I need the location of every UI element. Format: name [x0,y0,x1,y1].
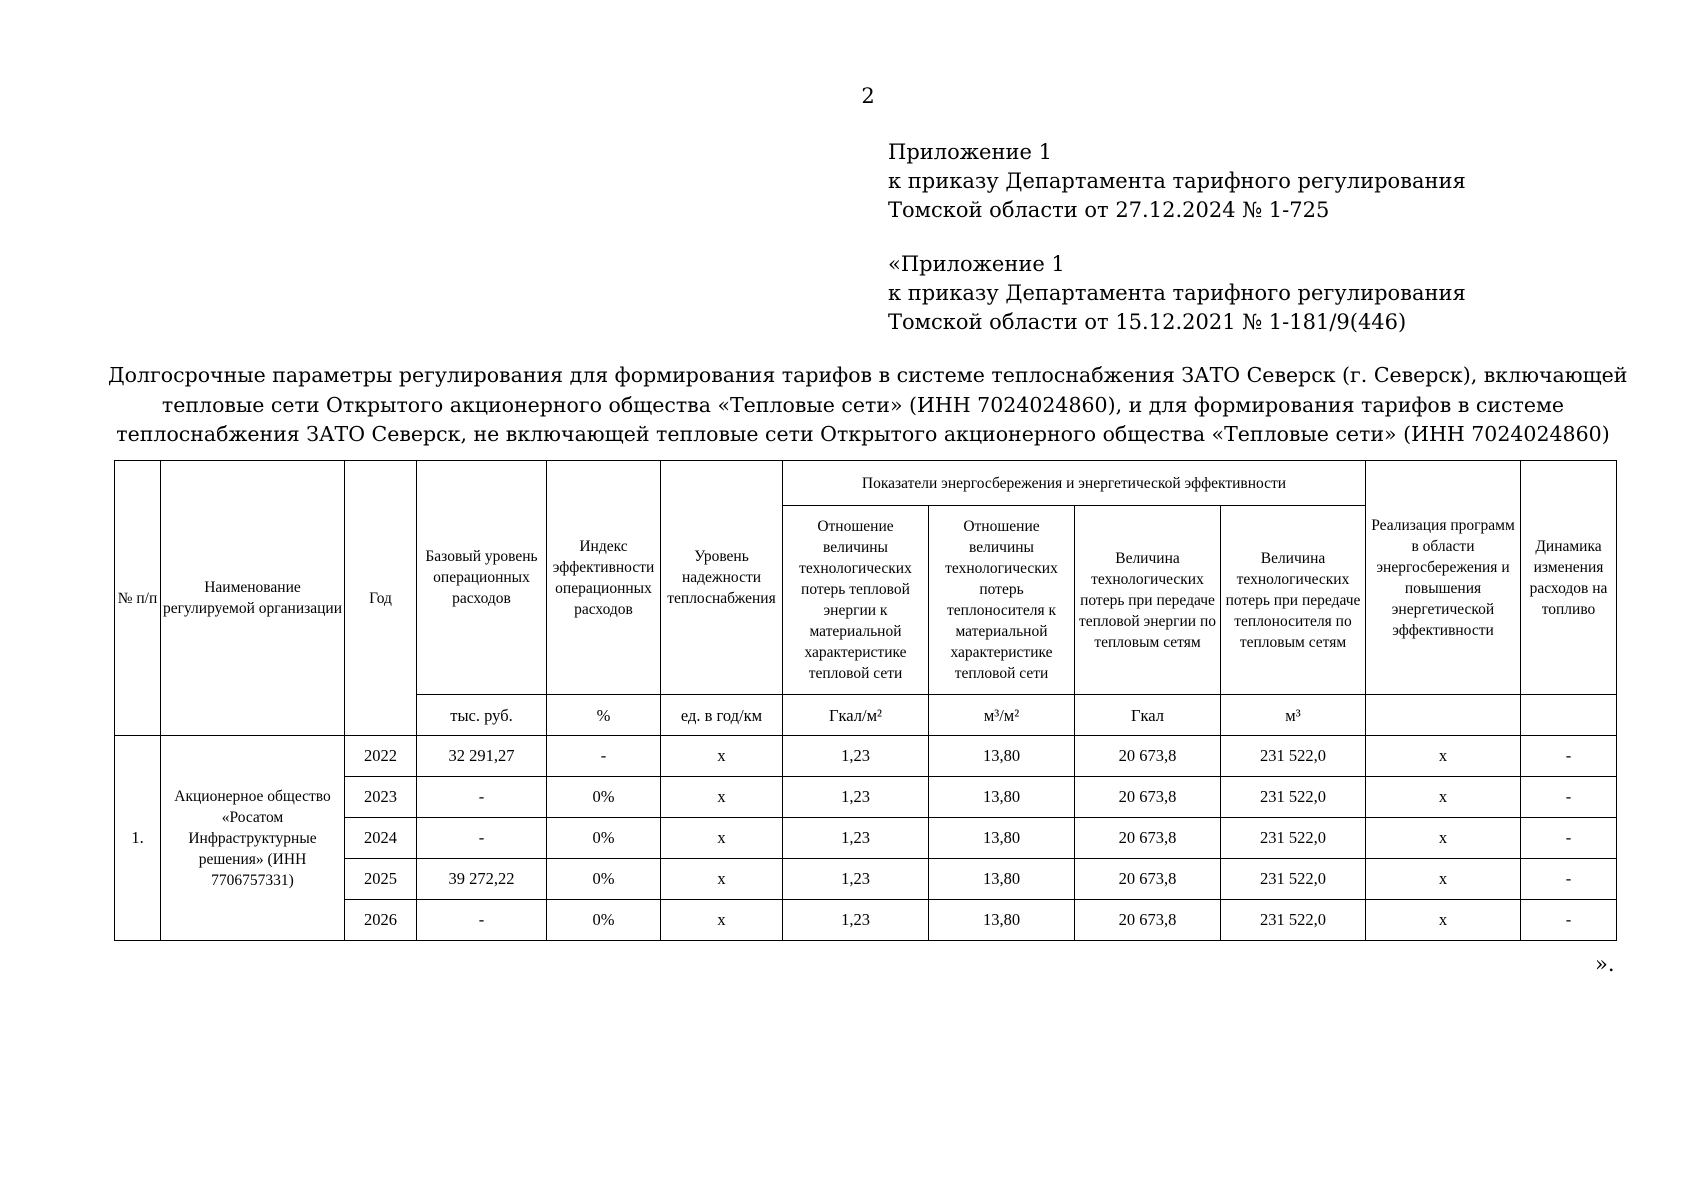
appendix-current-line: к приказу Департамента тарифного регулирования [888,169,1466,193]
base-costs-cell: - [417,900,547,941]
fuel-dynamics-cell: - [1521,777,1617,818]
appendix-current-line: Приложение 1 [888,140,1052,164]
unit-base-costs: тыс. руб. [417,695,547,736]
efficiency-index-cell: 0% [547,777,661,818]
fuel-dynamics-cell: - [1521,736,1617,777]
page-number: 2 [861,84,875,108]
parameters-table [114,460,1617,941]
carrier-loss-ratio-cell: 13,80 [929,859,1075,900]
heat-loss-ratio-cell: 1,23 [783,859,929,900]
header-base-costs: Базовый уровень операционных расходов [417,461,547,695]
header-year: Год [345,461,417,736]
org-name-cell: Акционерное общество «Росатом Инфраструктурные решения» (ИНН 7706757331) [161,736,345,941]
reliability-cell: х [661,818,783,859]
table-row [115,736,1617,777]
unit-fuel-dynamics [1521,695,1617,736]
year-cell: 2022 [345,736,417,777]
appendix-current-line: Томской области от 27.12.2024 № 1-725 [888,198,1330,222]
efficiency-index-cell: - [547,736,661,777]
heat-loss-ratio-cell: 1,23 [783,736,929,777]
appendix-original-line: к приказу Департамента тарифного регулирования [888,281,1466,305]
base-costs-cell: 39 272,22 [417,859,547,900]
unit-reliability: ед. в год/км [661,695,783,736]
heat-loss-cell: 20 673,8 [1075,900,1221,941]
reliability-cell: х [661,777,783,818]
fuel-dynamics-cell: - [1521,818,1617,859]
header-carrier-loss-ratio: Отношение величины технологических потерь теплоносителя к материальной характеристике тепловой сети [929,506,1075,695]
header-energy-group: Показатели энергосбережения и энергетической эффективности [783,461,1366,506]
carrier-loss-cell: 231 522,0 [1221,859,1366,900]
unit-efficiency-index: % [547,695,661,736]
document-title [108,361,1628,450]
base-costs-cell: 32 291,27 [417,736,547,777]
fuel-dynamics-cell: - [1521,900,1617,941]
title-line: тепловые сети Открытого акционерного общества «Тепловые сети» (ИНН 7024024860), и для формирования тарифов в системе [161,392,1565,417]
title-line: теплоснабжения ЗАТО Северск, не включающей тепловые сети Открытого акционерного общества «Тепловые сети» (ИНН 7024024860) [116,422,1610,446]
efficiency-index-cell: 0% [547,900,661,941]
base-costs-cell: - [417,777,547,818]
reliability-cell: х [661,900,783,941]
carrier-loss-ratio-cell: 13,80 [929,736,1075,777]
year-cell: 2024 [345,818,417,859]
year-cell: 2023 [345,777,417,818]
carrier-loss-cell: 231 522,0 [1221,900,1366,941]
carrier-loss-ratio-cell: 13,80 [929,818,1075,859]
reliability-cell: х [661,859,783,900]
header-number: № п/п [115,461,161,736]
appendix-original [888,250,1608,337]
programs-cell: х [1366,818,1521,859]
header-programs: Реализация программ в области энергосбережения и повышения энергетической эффективности [1366,461,1521,695]
carrier-loss-cell: 231 522,0 [1221,818,1366,859]
year-cell: 2025 [345,859,417,900]
appendix-original-line: «Приложение 1 [888,252,1065,276]
unit-heat-loss: Гкал [1075,695,1221,736]
header-organization: Наименование регулируемой организации [161,461,345,736]
header-carrier-loss: Величина технологических потерь при передаче теплоносителя по тепловым сетям [1221,506,1366,695]
heat-loss-cell: 20 673,8 [1075,777,1221,818]
reliability-cell: х [661,736,783,777]
unit-carrier-loss-ratio: м³/м² [929,695,1075,736]
heat-loss-ratio-cell: 1,23 [783,900,929,941]
fuel-dynamics-cell: - [1521,859,1617,900]
carrier-loss-cell: 231 522,0 [1221,777,1366,818]
appendix-current [888,138,1608,225]
carrier-loss-ratio-cell: 13,80 [929,900,1075,941]
programs-cell: х [1366,859,1521,900]
header-heat-loss-ratio: Отношение величины технологических потерь тепловой энергии к материальной характеристике тепловой сети [783,506,929,695]
header-reliability: Уровень надежности теплоснабжения [661,461,783,695]
year-cell: 2026 [345,900,417,941]
unit-programs [1366,695,1521,736]
heat-loss-ratio-cell: 1,23 [783,777,929,818]
efficiency-index-cell: 0% [547,859,661,900]
header-heat-loss: Величина технологических потерь при передаче тепловой энергии по тепловым сетям [1075,506,1221,695]
base-costs-cell: - [417,818,547,859]
heat-loss-cell: 20 673,8 [1075,859,1221,900]
closing-quote-mark: ». [1595,952,1615,976]
carrier-loss-ratio-cell: 13,80 [929,777,1075,818]
header-efficiency-index: Индекс эффективности операционных расходов [547,461,661,695]
heat-loss-cell: 20 673,8 [1075,736,1221,777]
unit-carrier-loss: м³ [1221,695,1366,736]
appendix-original-line: Томской области от 15.12.2021 № 1-181/9(446) [888,310,1407,334]
programs-cell: х [1366,777,1521,818]
org-number-cell: 1. [115,736,161,941]
heat-loss-ratio-cell: 1,23 [783,818,929,859]
efficiency-index-cell: 0% [547,818,661,859]
programs-cell: х [1366,736,1521,777]
unit-heat-loss-ratio: Гкал/м² [783,695,929,736]
title-line: Долгосрочные параметры регулирования для формирования тарифов в системе теплоснабжения ЗАТО Северск (г. Северск), включающей [108,363,1628,387]
programs-cell: х [1366,900,1521,941]
carrier-loss-cell: 231 522,0 [1221,736,1366,777]
header-fuel-dynamics: Динамика изменения расходов на топливо [1521,461,1617,695]
heat-loss-cell: 20 673,8 [1075,818,1221,859]
